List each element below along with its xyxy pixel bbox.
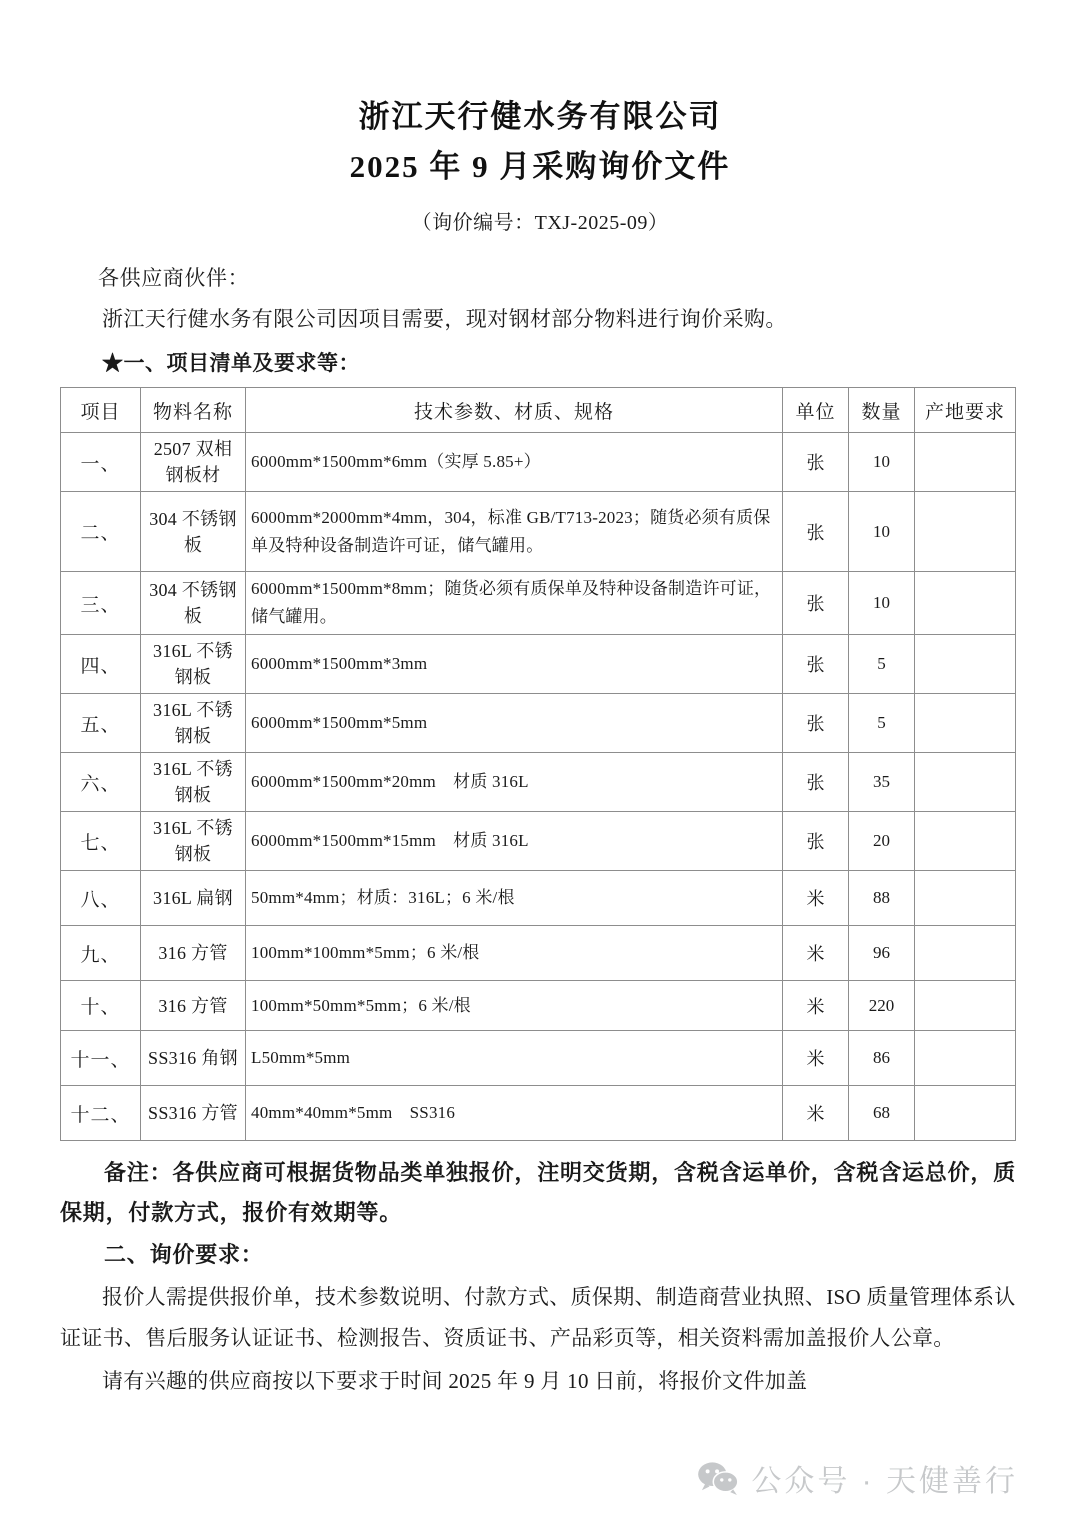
- cell-quantity: 68: [849, 1086, 915, 1141]
- column-header-spec: 技术参数、材质、规格: [246, 388, 783, 433]
- section-one-heading: ★一、项目清单及要求等：: [102, 351, 360, 375]
- cell-quantity: 86: [849, 1031, 915, 1086]
- cell-spec: 6000mm*1500mm*8mm；随货必须有质保单及特种设备制造许可证，储气罐用。: [246, 572, 783, 635]
- cell-spec: 100mm*50mm*5mm；6 米/根: [246, 981, 783, 1031]
- cell-spec: 6000mm*1500mm*20mm 材质 316L: [246, 753, 783, 812]
- section-two-heading: 二、询价要求：: [104, 1242, 264, 1267]
- cell-index: 八、: [61, 871, 141, 926]
- document-body: [0, 261, 1080, 1402]
- title-block: [0, 0, 1080, 235]
- cell-index: 一、: [61, 433, 141, 492]
- cell-material: 316L 不锈钢板: [141, 753, 246, 812]
- cell-unit: 张: [783, 635, 849, 694]
- cell-quantity: 5: [849, 635, 915, 694]
- cell-index: 十二、: [61, 1086, 141, 1141]
- cell-unit: 张: [783, 572, 849, 635]
- cell-unit: 张: [783, 694, 849, 753]
- cell-spec: 100mm*100mm*5mm；6 米/根: [246, 926, 783, 981]
- table-row: [61, 1086, 1016, 1141]
- cell-material: 316L 不锈钢板: [141, 635, 246, 694]
- table-row: [61, 812, 1016, 871]
- wechat-icon: [697, 1461, 739, 1495]
- table-row: [61, 572, 1016, 635]
- cell-origin: [915, 926, 1016, 981]
- table-row: [61, 1031, 1016, 1086]
- table-row: [61, 926, 1016, 981]
- cell-origin: [915, 1086, 1016, 1141]
- cell-origin: [915, 433, 1016, 492]
- cell-index: 七、: [61, 812, 141, 871]
- cell-unit: 张: [783, 492, 849, 572]
- cell-index: 五、: [61, 694, 141, 753]
- cell-index: 六、: [61, 753, 141, 812]
- cell-material: 316L 不锈钢板: [141, 694, 246, 753]
- cell-spec: 50mm*4mm；材质：316L；6 米/根: [246, 871, 783, 926]
- cell-quantity: 96: [849, 926, 915, 981]
- cell-spec: 6000mm*2000mm*4mm，304，标准 GB/T713-2023；随货必须有质保单及特种设备制造许可证，储气罐用。: [246, 492, 783, 572]
- cell-unit: 米: [783, 926, 849, 981]
- cell-material: SS316 方管: [141, 1086, 246, 1141]
- cell-quantity: 10: [849, 492, 915, 572]
- cell-spec: 6000mm*1500mm*3mm: [246, 635, 783, 694]
- cell-quantity: 20: [849, 812, 915, 871]
- cell-material: 316L 扁钢: [141, 871, 246, 926]
- cell-quantity: 35: [849, 753, 915, 812]
- cell-origin: [915, 871, 1016, 926]
- table-row: [61, 981, 1016, 1031]
- cell-origin: [915, 572, 1016, 635]
- cell-origin: [915, 694, 1016, 753]
- table-row: [61, 492, 1016, 572]
- cell-quantity: 88: [849, 871, 915, 926]
- cell-material: 316 方管: [141, 981, 246, 1031]
- column-header-material: 物料名称: [141, 388, 246, 433]
- cell-origin: [915, 753, 1016, 812]
- wechat-watermark-text: 公众号 · 天健善行: [751, 1465, 1018, 1498]
- cell-unit: 米: [783, 871, 849, 926]
- table-body: [61, 433, 1016, 1141]
- cell-origin: [915, 812, 1016, 871]
- cell-origin: [915, 1031, 1016, 1086]
- salutation: 各供应商伙伴：: [98, 266, 250, 290]
- cell-index: 九、: [61, 926, 141, 981]
- cell-quantity: 10: [849, 433, 915, 492]
- column-header-qty: 数量: [849, 388, 915, 433]
- cell-quantity: 10: [849, 572, 915, 635]
- requirement-paragraph-2: 请有兴趣的供应商按以下要求于时间 2025 年 9 月 10 日前，将报价文件加盖: [102, 1369, 808, 1393]
- cell-spec: 40mm*40mm*5mm SS316: [246, 1086, 783, 1141]
- cell-quantity: 5: [849, 694, 915, 753]
- table-row: [61, 694, 1016, 753]
- cell-origin: [915, 981, 1016, 1031]
- cell-unit: 米: [783, 1086, 849, 1141]
- cell-index: 二、: [61, 492, 141, 572]
- cell-index: 四、: [61, 635, 141, 694]
- cell-unit: 米: [783, 981, 849, 1031]
- column-header-origin: 产地要求: [915, 388, 1016, 433]
- table-row: [61, 433, 1016, 492]
- cell-unit: 张: [783, 433, 849, 492]
- cell-unit: 张: [783, 753, 849, 812]
- cell-spec: 6000mm*1500mm*15mm 材质 316L: [246, 812, 783, 871]
- cell-index: 十、: [61, 981, 141, 1031]
- wechat-watermark: [697, 1456, 1018, 1500]
- cell-spec: L50mm*5mm: [246, 1031, 783, 1086]
- table-row: [61, 635, 1016, 694]
- table-header: [61, 388, 1016, 433]
- procurement-items-table: [60, 387, 1016, 1141]
- inquiry-number: （询价编号：TXJ-2025-09）: [411, 212, 669, 234]
- cell-material: SS316 角钢: [141, 1031, 246, 1086]
- cell-quantity: 220: [849, 981, 915, 1031]
- cell-index: 十一、: [61, 1031, 141, 1086]
- cell-material: 316 方管: [141, 926, 246, 981]
- table-row: [61, 753, 1016, 812]
- cell-index: 三、: [61, 572, 141, 635]
- cell-material: 304 不锈钢板: [141, 572, 246, 635]
- table-header-row: [61, 388, 1016, 433]
- cell-spec: 6000mm*1500mm*5mm: [246, 694, 783, 753]
- table-row: [61, 871, 1016, 926]
- document-title-line-2: 2025 年 9 月采购询价文件: [349, 149, 731, 184]
- column-header-index: 项目: [61, 388, 141, 433]
- cell-material: 304 不锈钢板: [141, 492, 246, 572]
- cell-unit: 米: [783, 1031, 849, 1086]
- column-header-unit: 单位: [783, 388, 849, 433]
- cell-material: 316L 不锈钢板: [141, 812, 246, 871]
- cell-material: 2507 双相钢板材: [141, 433, 246, 492]
- cell-origin: [915, 635, 1016, 694]
- remark-paragraph: 备注：各供应商可根据货物品类单独报价，注明交货期，含税含运单价，含税含运总价，质保期，付款方式，报价有效期等。: [60, 1160, 1017, 1225]
- requirement-paragraph-1: 报价人需提供报价单，技术参数说明、付款方式、质保期、制造商营业执照、ISO 质量管理体系认证证书、售后服务认证证书、检测报告、资质证书、产品彩页等，相关资料需加盖报价人公章。: [60, 1285, 1016, 1350]
- cell-unit: 张: [783, 812, 849, 871]
- cell-origin: [915, 492, 1016, 572]
- intro-paragraph: 浙江天行健水务有限公司因项目需要，现对钢材部分物料进行询价采购。: [102, 307, 787, 331]
- document-title-line-1: 浙江天行健水务有限公司: [358, 99, 722, 134]
- cell-spec: 6000mm*1500mm*6mm（实厚 5.85+）: [246, 433, 783, 492]
